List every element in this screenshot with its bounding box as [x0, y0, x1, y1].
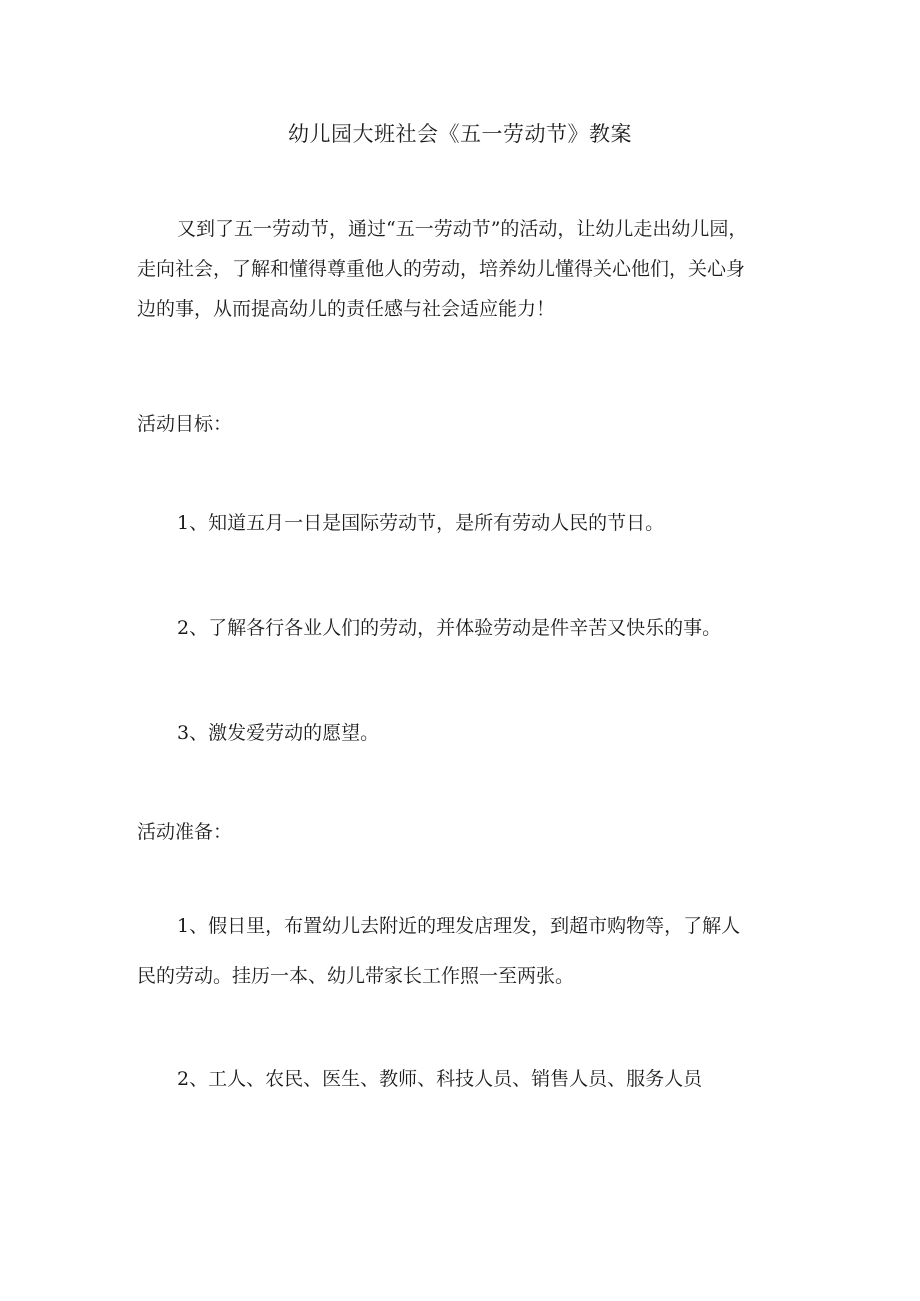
intro-paragraph	[137, 209, 787, 329]
prep-item-1-line-1: 1、假日里，布置幼儿去附近的理发店理发，到超市购物等，了解人	[177, 915, 741, 937]
intro-line: 又到了五一劳动节，通过“五一劳动节”的活动，让幼儿走出幼儿园，	[177, 218, 748, 240]
intro-line: 走向社会，了解和懂得尊重他人的劳动，培养幼儿懂得关心他们，关心身	[137, 258, 746, 280]
goal-item-2: 2、了解各行各业人们的劳动，并体验劳动是件辛苦又快乐的事。	[177, 617, 722, 639]
document-title: 幼儿园大班社会《五一劳动节》教案	[288, 122, 632, 146]
goal-item-1: 1、知道五月一日是国际劳动节，是所有劳动人民的节日。	[177, 512, 665, 534]
goal-item-3: 3、激发爱劳动的愿望。	[177, 722, 380, 744]
intro-line: 边的事，从而提高幼儿的责任感与社会适应能力！	[137, 298, 556, 320]
goals-heading: 活动目标：	[137, 413, 233, 435]
prep-item-2: 2、工人、农民、医生、教师、科技人员、销售人员、服务人员	[177, 1068, 703, 1090]
prep-heading: 活动准备：	[137, 821, 233, 843]
prep-item-1-line-2: 民的劳动。挂历一本、幼儿带家长工作照一至两张。	[137, 965, 575, 987]
